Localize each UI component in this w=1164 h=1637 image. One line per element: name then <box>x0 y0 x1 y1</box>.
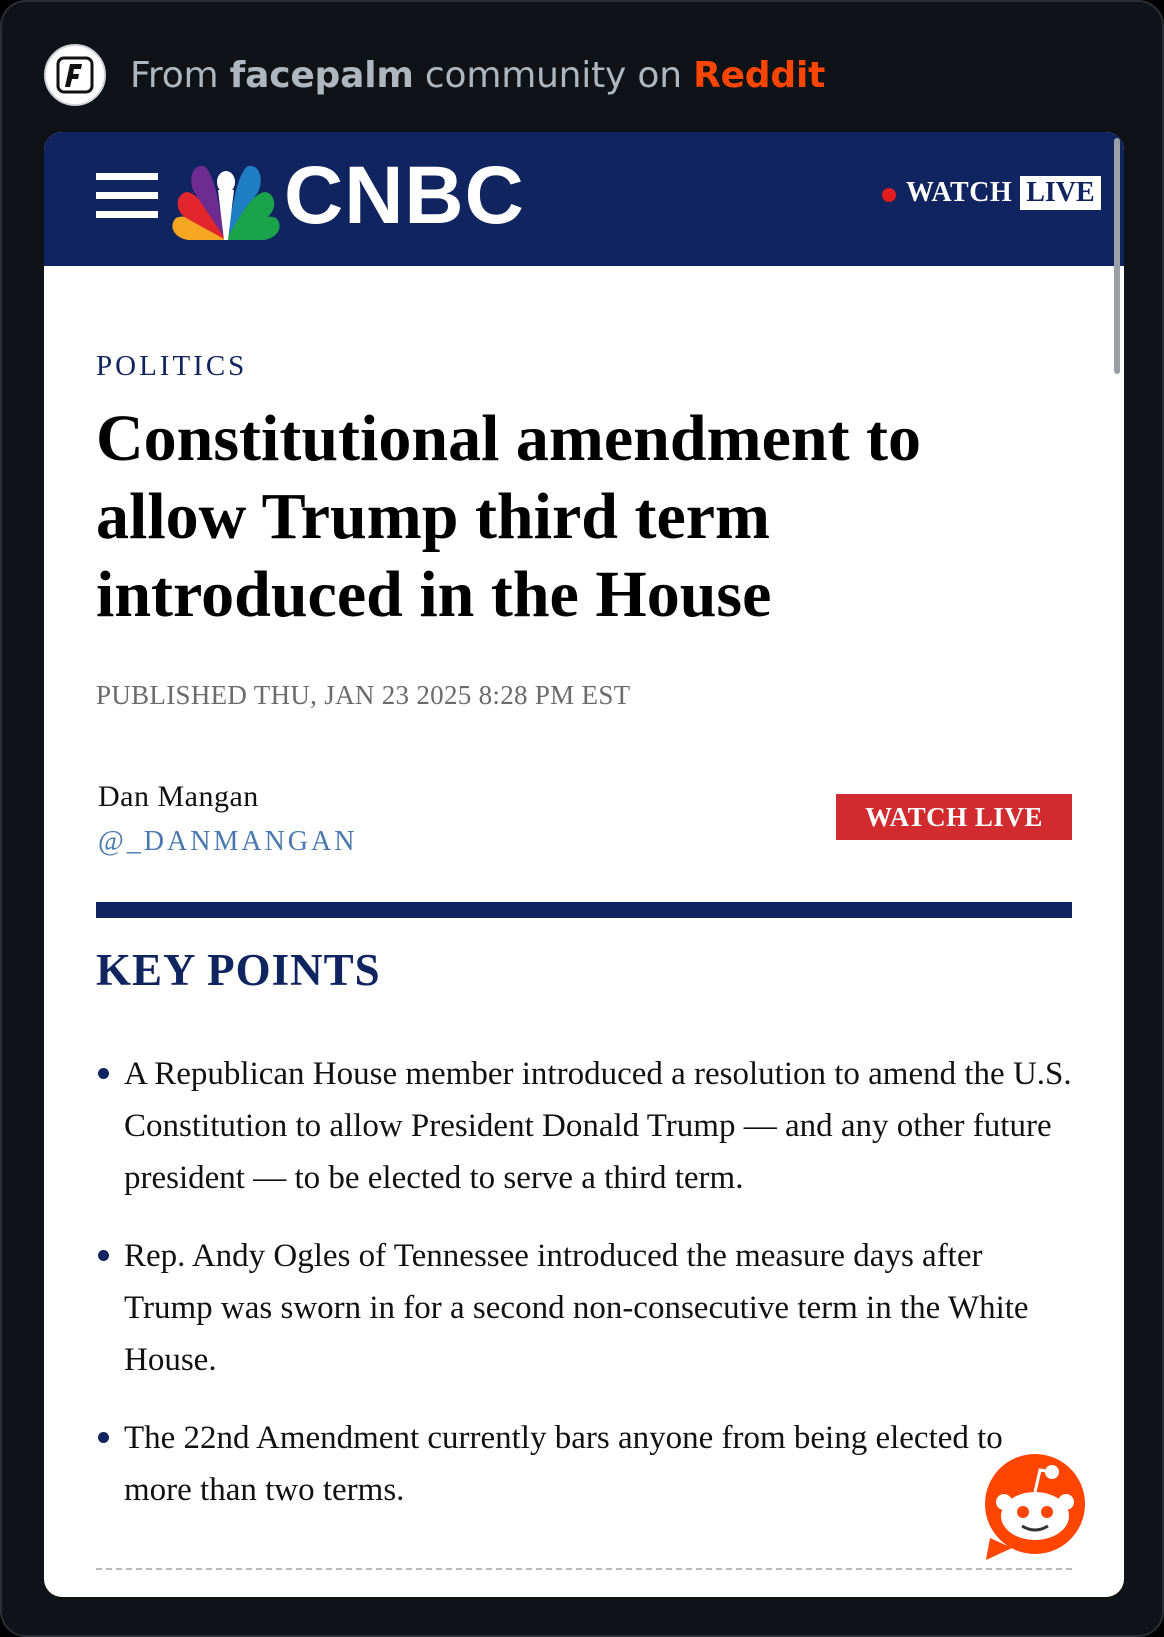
source-prefix: From <box>130 54 230 96</box>
header-watch-live[interactable] <box>882 174 1101 212</box>
article-screenshot <box>44 132 1124 1597</box>
hamburger-menu-icon[interactable] <box>96 173 158 219</box>
published-date: PUBLISHED THU, JAN 23 2025 8:28 PM EST <box>96 680 631 710</box>
key-point <box>96 1048 1076 1204</box>
live-dot-icon <box>882 188 896 202</box>
watch-live-button[interactable]: WATCH LIVE <box>836 794 1072 840</box>
source-middle: community on <box>413 54 694 96</box>
key-point <box>96 1230 1076 1386</box>
source-bar <box>44 44 825 106</box>
bullet-icon <box>98 1250 109 1261</box>
cnbc-wordmark[interactable]: CNBC <box>284 150 525 241</box>
nbc-peacock-icon[interactable] <box>170 156 282 246</box>
facepalm-community-icon[interactable] <box>44 44 106 106</box>
community-name[interactable]: facepalm <box>229 54 414 96</box>
cnbc-header <box>44 132 1124 266</box>
key-point-text: The 22nd Amendment currently bars anyone from being elected to more than two terms. <box>124 1420 1003 1508</box>
header-watch-label: WATCH <box>906 177 1013 208</box>
reddit-snoo-icon[interactable] <box>982 1452 1088 1564</box>
scrollbar[interactable] <box>1110 132 1124 1597</box>
section-label[interactable]: POLITICS <box>96 350 248 382</box>
bullet-icon <box>98 1432 109 1443</box>
key-point-text: Rep. Andy Ogles of Tennessee introduced the measure days after Trump was sworn in for a second non-consecutive term in the White House. <box>124 1238 1029 1378</box>
bullet-icon <box>98 1068 109 1079</box>
source-attribution <box>130 55 825 96</box>
key-point <box>96 1412 1076 1516</box>
key-points-list <box>96 1048 1076 1542</box>
dashed-divider <box>96 1568 1072 1570</box>
key-point-text: A Republican House member introduced a resolution to amend the U.S. Constitution to allow President Donald Trump — and any other future president — to be elected to serve a third term. <box>124 1056 1072 1196</box>
key-points-divider <box>96 902 1072 918</box>
platform-name[interactable]: Reddit <box>693 54 826 96</box>
author-name[interactable]: Dan Mangan <box>98 780 259 813</box>
header-live-label: LIVE <box>1020 176 1100 210</box>
author-handle[interactable]: @_DANMANGAN <box>98 826 358 857</box>
scrollbar-thumb[interactable] <box>1114 138 1120 374</box>
headline: Constitutional amendment to allow Trump third term introduced in the House <box>96 402 922 631</box>
key-points-heading: KEY POINTS <box>96 945 381 995</box>
